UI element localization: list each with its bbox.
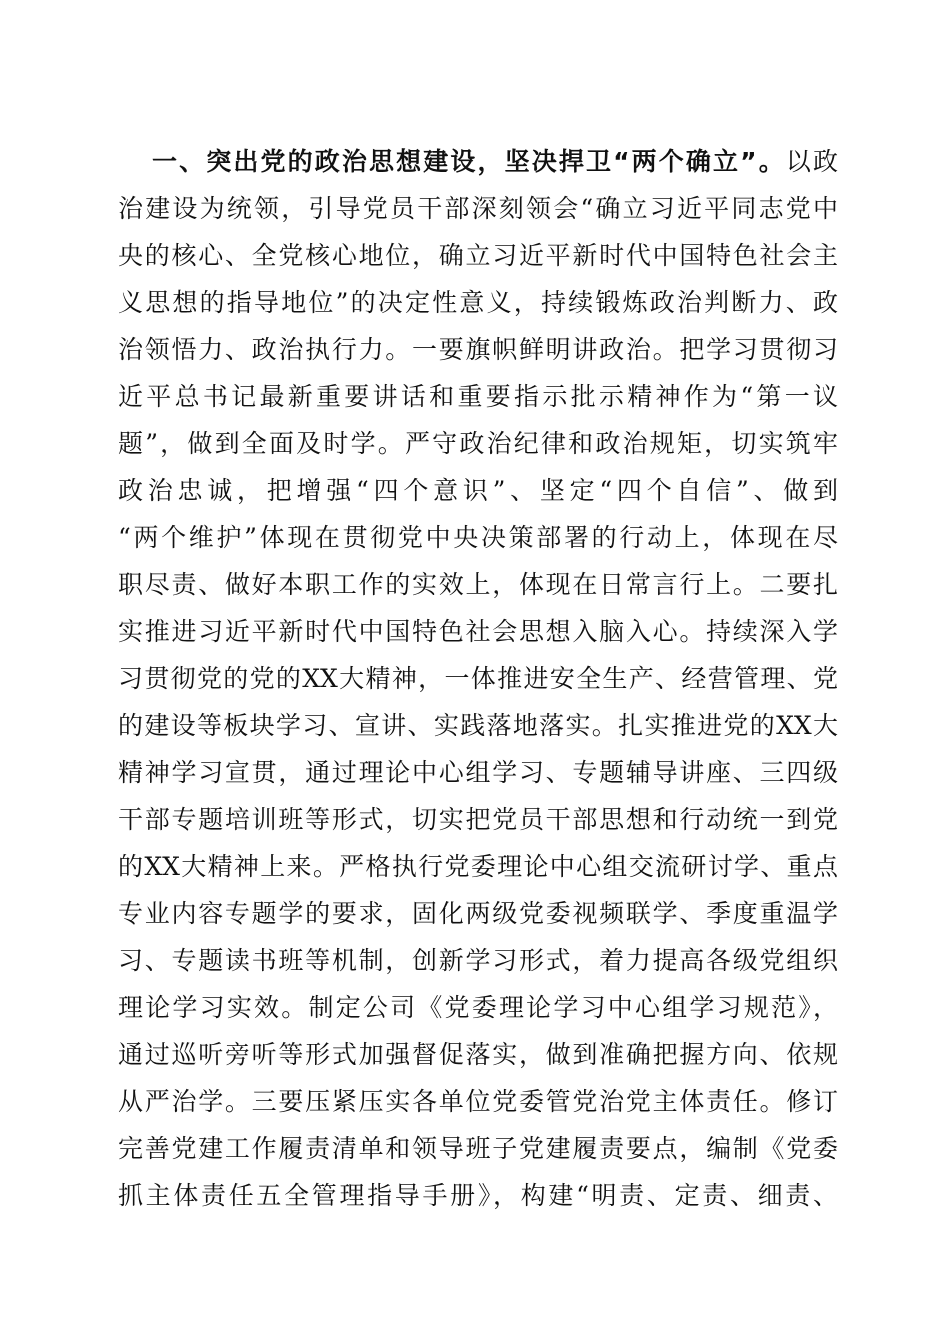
text-line: 专业内容专题学的要求，固化两级党委视频联学、季度重温学 bbox=[118, 899, 838, 928]
text-line: 实推进习近平新时代中国特色社会思想入脑入心。持续深入学 bbox=[118, 617, 838, 646]
text-line: 义思想的指导地位”的决定性意义，持续锻炼政治判断力、政 bbox=[118, 288, 838, 317]
text-line: 的建设等板块学习、宣讲、实践落地落实。扎实推进党的XX大 bbox=[118, 711, 838, 740]
text-line: 抓主体责任五全管理指导手册》，构建“明责、定责、细责、 bbox=[118, 1181, 838, 1210]
section-heading: 一、突出党的政治思想建设，坚决捍卫“两个确立”。 bbox=[152, 147, 786, 176]
text-line: 通过巡听旁听等形式加强督促落实，做到准确把握方向、依规 bbox=[118, 1040, 838, 1069]
text-line: 治领悟力、政治执行力。一要旗帜鲜明讲政治。把学习贯彻习 bbox=[118, 335, 838, 364]
text-line: 政治忠诚，把增强“四个意识”、坚定“四个自信”、做到 bbox=[118, 476, 839, 505]
text-line: 职尽责、做好本职工作的实效上，体现在日常言行上。二要扎 bbox=[118, 570, 838, 599]
text-line: 精神学习宣贯，通过理论中心组学习、专题辅导讲座、三四级 bbox=[118, 758, 838, 787]
first-line-rest: 以政 bbox=[785, 147, 838, 176]
text-line: 干部专题培训班等形式，切实把党员干部思想和行动统一到党 bbox=[118, 805, 838, 834]
text-line: “两个维护”体现在贯彻党中央决策部署的行动上，体现在尽 bbox=[118, 523, 838, 552]
text-line: 治建设为统领，引导党员干部深刻领会“确立习近平同志党中 bbox=[118, 194, 838, 223]
text-line: 题”，做到全面及时学。严守政治纪律和政治规矩，切实筑牢 bbox=[118, 429, 838, 458]
text-line: 近平总书记最新重要讲话和重要指示批示精神作为“第一议 bbox=[118, 382, 838, 411]
text-line: 习、专题读书班等机制，创新学习形式，着力提高各级党组织 bbox=[118, 946, 838, 975]
text-line: 的XX大精神上来。严格执行党委理论中心组交流研讨学、重点 bbox=[118, 852, 838, 881]
text-line: 理论学习实效。制定公司《党委理论学习中心组学习规范》， bbox=[118, 993, 838, 1022]
text-line: 央的核心、全党核心地位，确立习近平新时代中国特色社会主 bbox=[118, 241, 838, 270]
text-line: 完善党建工作履责清单和领导班子党建履责要点，编制《党委 bbox=[118, 1134, 838, 1163]
paragraph-first-line bbox=[118, 138, 838, 185]
text-line: 习贯彻党的党的XX大精神，一体推进安全生产、经营管理、党 bbox=[118, 664, 838, 693]
body-paragraph bbox=[118, 138, 838, 1219]
text-line: 从严治学。三要压紧压实各单位党委管党治党主体责任。修订 bbox=[118, 1087, 838, 1116]
